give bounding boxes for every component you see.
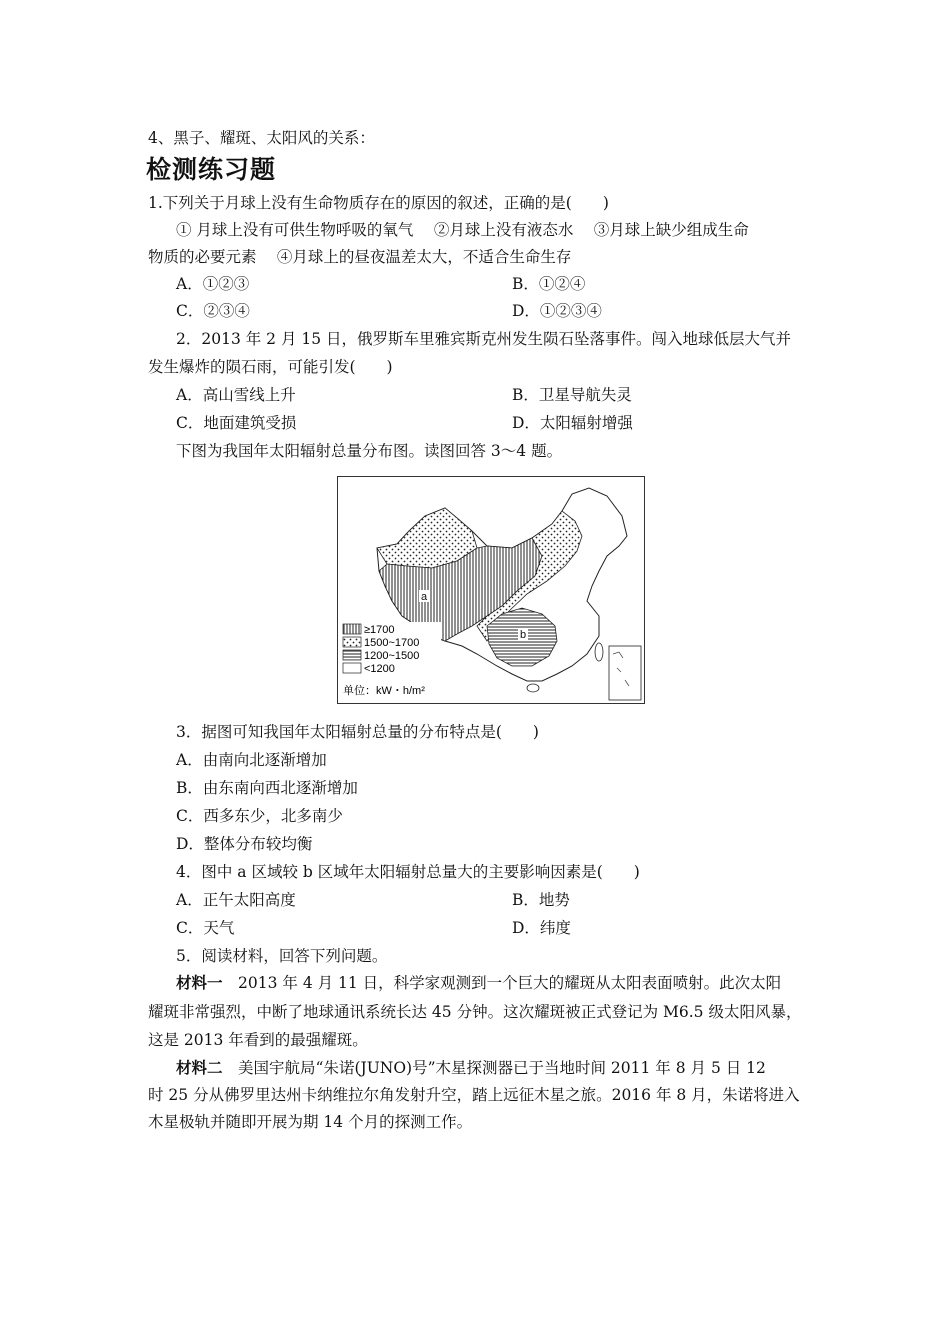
taiwan-outline <box>595 643 603 661</box>
q2-option-c: C．地面建筑受损 <box>176 414 297 432</box>
q1-desc-line1: ① 月球上没有可供生物呼吸的氧气 ②月球上没有液态水 ③月球上缺少组成生命 <box>176 221 749 239</box>
legend-swatch-1500-1700 <box>343 637 361 647</box>
material-1-line3: 这是 2013 年看到的最强耀斑。 <box>148 1031 368 1049</box>
section-title: 检测练习题 <box>146 155 277 184</box>
q2-stem-line2: 发生爆炸的陨石雨，可能引发( ) <box>148 358 393 376</box>
material-1-line2: 耀斑非常强烈，中断了地球通讯系统长达 45 分钟。这次耀斑被正式登记为 M6.5 级太阳风暴， <box>148 1003 802 1021</box>
legend-label-lt1200: <1200 <box>364 663 395 675</box>
region-b-label: b <box>520 629 527 641</box>
q1-stem: 1.下列关于月球上没有生命物质存在的原因的叙述，正确的是( ) <box>148 194 609 212</box>
legend-label-1200-1500: 1200~1500 <box>364 650 420 662</box>
material-2-line1 <box>176 1058 766 1078</box>
q3-option-a: A．由南向北逐渐增加 <box>176 751 327 769</box>
material-2-line3: 木星极轨并随即开展为期 14 个月的探测工作。 <box>148 1113 473 1131</box>
q4-option-b: B．地势 <box>512 891 570 909</box>
material-2-text1: 美国宇航局“朱诺(JUNO)号”木星探测器已于当地时间 2011 年 8 月 5 日 12 <box>222 1059 766 1077</box>
q4-option-c: C．天气 <box>176 919 235 937</box>
q4-option-d: D．纬度 <box>512 919 571 937</box>
q3-stem: 3．据图可知我国年太阳辐射总量的分布特点是( ) <box>176 723 539 741</box>
q1-option-a: A．①②③ <box>176 275 250 293</box>
q2-stem-line1: 2．2013 年 2 月 15 日，俄罗斯车里雅宾斯克州发生陨石坠落事件。闯入地球低层大气并 <box>176 330 792 348</box>
material-1-text1: 2013 年 4 月 11 日，科学家观测到一个巨大的耀斑从太阳表面喷射。此次太阳 <box>222 974 782 992</box>
q1-option-c: C．②③④ <box>176 302 250 320</box>
legend-label-1500-1700: 1500~1700 <box>364 637 420 649</box>
material-1-label: 材料一 <box>176 973 223 992</box>
hainan-outline <box>527 684 539 692</box>
legend-swatch-ge1700 <box>343 624 361 634</box>
q5-stem: 5．阅读材料，回答下列问题。 <box>176 947 388 965</box>
region-a-label: a <box>421 591 428 603</box>
q3-option-c: C．西多东少，北多南少 <box>176 807 343 825</box>
q1-option-b: B．①②④ <box>512 275 586 293</box>
q2-option-b: B．卫星导航失灵 <box>512 386 632 404</box>
q1-desc-line2: 物质的必要元素 ④月球上的昼夜温差太大，不适合生命生存 <box>148 248 572 266</box>
material-2-label: 材料二 <box>176 1058 223 1077</box>
legend-swatch-lt1200 <box>343 663 361 673</box>
material-1-line1 <box>176 973 781 993</box>
q1-option-d: D．①②③④ <box>512 302 602 320</box>
legend-swatch-1200-1500 <box>343 650 361 660</box>
q4-option-a: A．正午太阳高度 <box>176 891 296 909</box>
china-map-svg <box>337 476 645 704</box>
legend-label-ge1700: ≥1700 <box>364 624 395 636</box>
q3-option-d: D．整体分布较均衡 <box>176 835 313 853</box>
q2-option-d: D．太阳辐射增强 <box>512 414 633 432</box>
map-unit: 单位：kW・h/m² <box>343 685 425 697</box>
q3-option-b: B．由东南向西北逐渐增加 <box>176 779 358 797</box>
q4-stem: 4．图中 a 区域较 b 区域年太阳辐射总量大的主要影响因素是( ) <box>176 863 640 881</box>
map-intro: 下图为我国年太阳辐射总量分布图。读图回答 3～4 题。 <box>176 442 563 460</box>
intro-line: 4、黑子、耀斑、太阳风的关系： <box>148 129 375 147</box>
material-2-line2: 时 25 分从佛罗里达州卡纳维拉尔角发射升空，踏上远征木星之旅。2016 年 8 月，朱诺将进入 <box>148 1086 800 1104</box>
solar-radiation-map <box>337 476 645 704</box>
q2-option-a: A．高山雪线上升 <box>176 386 296 404</box>
